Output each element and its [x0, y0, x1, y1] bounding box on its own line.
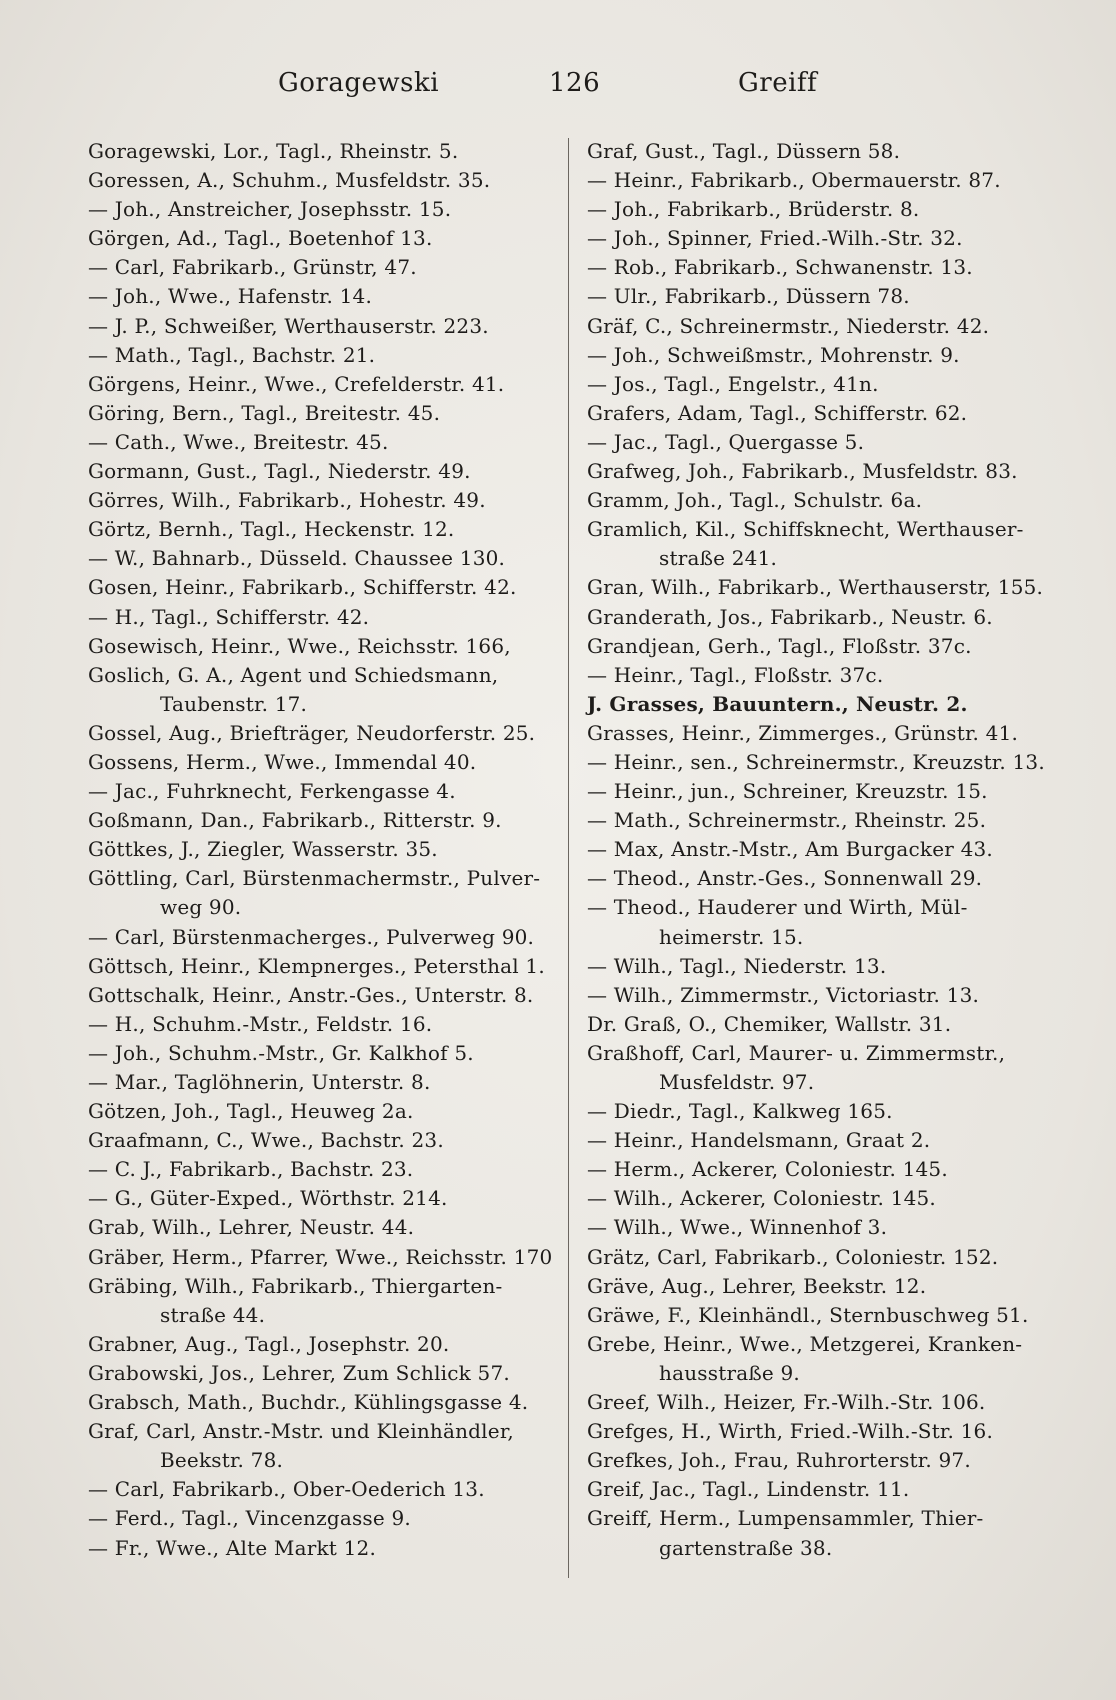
directory-entry-continuation: Taubenstr. 17. [160, 691, 308, 716]
directory-entry: — J. P., Schweißer, Werthauserstr. 223. [88, 313, 489, 338]
directory-entry: Görgens, Heinr., Wwe., Crefelderstr. 41. [88, 371, 505, 396]
directory-entry: Grandjean, Gerh., Tagl., Floßstr. 37c. [587, 633, 972, 658]
directory-entry: — Cath., Wwe., Breitestr. 45. [88, 429, 389, 454]
directory-entry: Grefkes, Joh., Frau, Ruhrorterstr. 97. [587, 1448, 971, 1473]
directory-entry: — W., Bahnarb., Düsseld. Chaussee 130. [88, 546, 506, 571]
directory-entry-continuation: weg 90. [160, 895, 242, 920]
directory-entry: — Wilh., Wwe., Winnenhof 3. [587, 1215, 888, 1240]
directory-entry: Görgen, Ad., Tagl., Boetenhof 13. [88, 226, 433, 251]
directory-entry: — Heinr., sen., Schreinermstr., Kreuzstr. 13. [587, 749, 1045, 774]
directory-entry: Gosewisch, Heinr., Wwe., Reichsstr. 166, [88, 633, 511, 658]
directory-entry: Goßmann, Dan., Fabrikarb., Ritterstr. 9. [88, 808, 502, 833]
directory-entry: Gran, Wilh., Fabrikarb., Werthauserstr, 155. [587, 575, 1044, 600]
directory-entry-continuation: hausstraße 9. [659, 1360, 800, 1385]
directory-entry: — Joh., Anstreicher, Josephsstr. 15. [88, 197, 452, 222]
directory-entry: — H., Schuhm.-Mstr., Feldstr. 16. [88, 1011, 433, 1036]
directory-entry: — Heinr., jun., Schreiner, Kreuzstr. 15. [587, 779, 988, 804]
directory-entry: — Fr., Wwe., Alte Markt 12. [88, 1535, 377, 1560]
directory-entry: — C. J., Fabrikarb., Bachstr. 23. [88, 1157, 414, 1182]
directory-entry: Graf, Gust., Tagl., Düssern 58. [587, 139, 901, 163]
directory-entry: — Heinr., Handelsmann, Graat 2. [587, 1128, 931, 1153]
directory-entry: Gottschalk, Heinr., Anstr.-Ges., Unterstr. 8. [88, 982, 534, 1007]
directory-entry: Grafers, Adam, Tagl., Schifferstr. 62. [587, 400, 968, 425]
directory-entry: — Wilh., Zimmermstr., Victoriastr. 13. [587, 982, 980, 1007]
directory-entry: Greef, Wilh., Heizer, Fr.-Wilh.-Str. 106. [587, 1390, 986, 1415]
directory-entry: — Diedr., Tagl., Kalkweg 165. [587, 1099, 893, 1124]
directory-entry: — Heinr., Tagl., Floßstr. 37c. [587, 662, 884, 687]
directory-entry: Grafweg, Joh., Fabrikarb., Musfeldstr. 83. [587, 459, 1018, 484]
directory-entry: Gormann, Gust., Tagl., Niederstr. 49. [88, 459, 471, 484]
directory-entry: Greiff, Herm., Lumpensammler, Thier- [587, 1506, 984, 1531]
directory-entry: — Joh., Wwe., Hafenstr. 14. [88, 284, 373, 309]
directory-entry: — G., Güter-Exped., Wörthstr. 214. [88, 1186, 448, 1211]
directory-entry: — Joh., Schweißmstr., Mohrenstr. 9. [587, 342, 960, 367]
directory-entry: — Rob., Fabrikarb., Schwanenstr. 13. [587, 255, 973, 280]
directory-entry: — Carl, Fabrikarb., Grünstr, 47. [88, 255, 417, 280]
directory-entry-continuation: straße 241. [659, 546, 778, 571]
directory-entry: Göttsch, Heinr., Klempnerges., Petersthal 1. [88, 953, 545, 978]
directory-entry: — Joh., Schuhm.-Mstr., Gr. Kalkhof 5. [88, 1040, 474, 1065]
directory-entry: — Jac., Fuhrknecht, Ferkengasse 4. [88, 779, 456, 804]
directory-entry: Grebe, Heinr., Wwe., Metzgerei, Kranken- [587, 1331, 1023, 1356]
directory-entry: — Joh., Fabrikarb., Brüderstr. 8. [587, 197, 920, 222]
directory-entry-continuation: Musfeldstr. 97. [659, 1070, 815, 1094]
directory-entry: Goragewski, Lor., Tagl., Rheinstr. 5. [88, 139, 459, 163]
right-column [587, 137, 1057, 1563]
directory-entry: Gräber, Herm., Pfarrer, Wwe., Reichsstr. 170 [88, 1244, 553, 1269]
directory-entry: Gramlich, Kil., Schiffsknecht, Werthauser- [587, 517, 1024, 542]
directory-entry: Granderath, Jos., Fabrikarb., Neustr. 6. [587, 604, 993, 629]
directory-entry: — Joh., Spinner, Fried.-Wilh.-Str. 32. [587, 226, 963, 251]
left-column [88, 137, 558, 1563]
directory-entry: Graf, Carl, Anstr.-Mstr. und Kleinhändler, [88, 1419, 514, 1444]
directory-entry: — Jos., Tagl., Engelstr., 41n. [587, 371, 879, 396]
directory-entry: Gossel, Aug., Briefträger, Neudorferstr. 25. [88, 720, 536, 745]
directory-entry: — Mar., Taglöhnerin, Unterstr. 8. [88, 1070, 431, 1094]
directory-entry: Grabowski, Jos., Lehrer, Zum Schlick 57. [88, 1360, 510, 1385]
directory-entry: J. Grasses, Bauuntern., Neustr. 2. [587, 691, 968, 716]
directory-entry: — Wilh., Tagl., Niederstr. 13. [587, 953, 887, 978]
page-number: 126 [549, 68, 601, 98]
directory-entry: Grabner, Aug., Tagl., Josephstr. 20. [88, 1331, 450, 1356]
directory-entry-continuation: Beekstr. 78. [160, 1448, 284, 1473]
directory-entry: Gräve, Aug., Lehrer, Beekstr. 12. [587, 1273, 927, 1298]
directory-entry: — Carl, Bürstenmacherges., Pulverweg 90. [88, 924, 535, 949]
directory-entry: Göttling, Carl, Bürstenmachermstr., Pulver- [88, 866, 541, 891]
header-last-entry: Greiff [738, 68, 818, 98]
directory-entry: Gramm, Joh., Tagl., Schulstr. 6a. [587, 488, 923, 513]
directory-entry: Götzen, Joh., Tagl., Heuweg 2a. [88, 1099, 414, 1124]
directory-entry: Gossens, Herm., Wwe., Immendal 40. [88, 749, 477, 774]
directory-entry: Göring, Bern., Tagl., Breitestr. 45. [88, 400, 441, 425]
directory-entry: — Ferd., Tagl., Vincenzgasse 9. [88, 1506, 411, 1531]
directory-entry: Grasses, Heinr., Zimmerges., Grünstr. 41. [587, 720, 1019, 745]
directory-entry: Grefges, H., Wirth, Fried.-Wilh.-Str. 16. [587, 1419, 994, 1444]
directory-entry: Görtz, Bernh., Tagl., Heckenstr. 12. [88, 517, 455, 542]
directory-entry-continuation: straße 44. [160, 1302, 266, 1327]
directory-entry: Goslich, G. A., Agent und Schiedsmann, [88, 662, 499, 687]
directory-entry: — Heinr., Fabrikarb., Obermauerstr. 87. [587, 168, 1001, 193]
directory-entry: Graßhoff, Carl, Maurer- u. Zimmermstr., [587, 1040, 1006, 1065]
directory-entry: Greif, Jac., Tagl., Lindenstr. 11. [587, 1477, 910, 1502]
header-first-entry: Goragewski [278, 68, 440, 98]
directory-entry: Grab, Wilh., Lehrer, Neustr. 44. [88, 1215, 415, 1240]
directory-entry: Gräf, C., Schreinermstr., Niederstr. 42. [587, 313, 990, 338]
directory-entry: — Max, Anstr.-Mstr., Am Burgacker 43. [587, 837, 993, 862]
directory-entry: — Ulr., Fabrikarb., Düssern 78. [587, 284, 910, 309]
directory-entry: Gräwe, F., Kleinhändl., Sternbuschweg 51. [587, 1302, 1029, 1327]
directory-entry: — Theod., Hauderer und Wirth, Mül- [587, 895, 968, 920]
directory-entry: Goressen, A., Schuhm., Musfeldstr. 35. [88, 168, 491, 193]
directory-entry-continuation: heimerstr. 15. [659, 924, 804, 949]
directory-entry: Grätz, Carl, Fabrikarb., Coloniestr. 152. [587, 1244, 999, 1269]
directory-entry: Gosen, Heinr., Fabrikarb., Schifferstr. 42. [88, 575, 517, 600]
directory-entry: — Math., Schreinermstr., Rheinstr. 25. [587, 808, 987, 833]
directory-entry: — Math., Tagl., Bachstr. 21. [88, 342, 376, 367]
directory-entry: — Carl, Fabrikarb., Ober-Oederich 13. [88, 1477, 485, 1502]
directory-entry: Graafmann, C., Wwe., Bachstr. 23. [88, 1128, 444, 1153]
directory-entry: Gräbing, Wilh., Fabrikarb., Thiergarten- [88, 1273, 503, 1298]
directory-entry: Dr. Graß, O., Chemiker, Wallstr. 31. [587, 1011, 952, 1036]
directory-entry: — Wilh., Ackerer, Coloniestr. 145. [587, 1186, 936, 1211]
directory-entry: Grabsch, Math., Buchdr., Kühlingsgasse 4. [88, 1390, 529, 1415]
page-header [60, 68, 1060, 108]
directory-entry: Göttkes, J., Ziegler, Wasserstr. 35. [88, 837, 438, 862]
directory-entry: — H., Tagl., Schifferstr. 42. [88, 604, 370, 629]
directory-entry-continuation: gartenstraße 38. [659, 1535, 833, 1560]
directory-entry: Görres, Wilh., Fabrikarb., Hohestr. 49. [88, 488, 486, 513]
directory-entry: — Herm., Ackerer, Coloniestr. 145. [587, 1157, 948, 1182]
directory-entry: — Jac., Tagl., Quergasse 5. [587, 429, 865, 454]
directory-entry: — Theod., Anstr.-Ges., Sonnenwall 29. [587, 866, 983, 891]
column-divider [568, 138, 569, 1578]
